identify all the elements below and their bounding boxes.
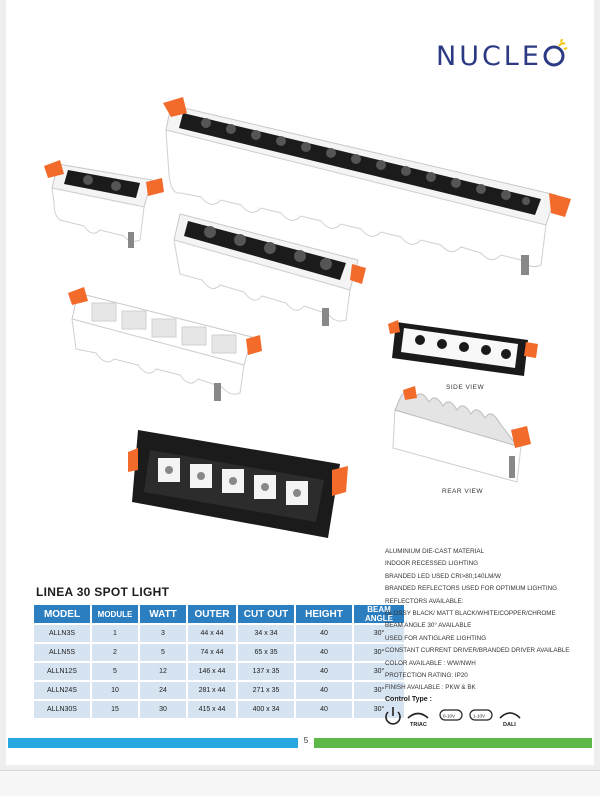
cell-module: 15 — [92, 701, 138, 718]
header-watt: WATT — [140, 605, 186, 623]
cell-outer: 44 x 44 — [188, 625, 236, 642]
cell-module: 2 — [92, 644, 138, 661]
header-beam-line1: BEAM — [367, 605, 391, 614]
feature-list — [385, 546, 570, 695]
control-type-title: Control Type : — [385, 696, 432, 703]
cell-cut-out: 271 x 35 — [238, 682, 294, 699]
feature-item: PROTECTION RATING: IP20 — [385, 672, 468, 680]
cell-height: 40 — [296, 663, 352, 680]
table-row — [34, 701, 404, 718]
rear-view-label: REAR VIEW — [442, 488, 483, 495]
cell-model: ALLN3S — [34, 625, 90, 642]
header-outer: OUTER — [188, 605, 236, 623]
cell-cut-out: 400 x 34 — [238, 701, 294, 718]
table-row — [34, 644, 404, 661]
feature-item: ALUMINIUM DIE-CAST MATERIAL — [385, 548, 485, 555]
table-row — [34, 625, 404, 642]
cell-cut-out: 65 x 35 — [238, 644, 294, 661]
cell-outer: 146 x 44 — [188, 663, 236, 680]
triac-label: TRIAC — [410, 722, 427, 728]
dimmer-1-10v-label: 1-10V — [473, 713, 486, 719]
cell-cut-out: 137 x 35 — [238, 663, 294, 680]
product-title: LINEA 30 SPOT LIGHT — [36, 585, 170, 599]
fixture-5-module-black-image — [128, 426, 350, 544]
feature-item: BRANDED REFLECTORS USED FOR OPTIMUM LIGHTING — [385, 585, 558, 593]
cell-model: ALLN30S — [34, 701, 90, 718]
cell-watt: 24 — [140, 682, 186, 699]
control-type-icons — [384, 706, 534, 728]
header-model: MODEL — [34, 605, 90, 623]
cell-module: 1 — [92, 625, 138, 642]
cell-beam: 30° — [354, 625, 404, 642]
table-row — [34, 682, 404, 699]
cell-cut-out: 34 x 34 — [238, 625, 294, 642]
rear-view-image — [391, 386, 536, 488]
cell-height: 40 — [296, 701, 352, 718]
catalog-page — [6, 0, 594, 765]
cell-beam: 30° — [354, 663, 404, 680]
triac-icon — [408, 714, 428, 729]
table-row — [34, 663, 404, 680]
fixture-5-module-trim-image — [66, 283, 266, 405]
feature-item: USED FOR ANTIGLARE LIGHTING — [385, 634, 487, 642]
logo-text: NUCLE — [436, 40, 542, 72]
brand-logo — [436, 36, 568, 76]
cell-model: ALLN5S — [34, 644, 90, 661]
cell-watt: 30 — [140, 701, 186, 718]
cell-beam: 30° — [354, 701, 404, 718]
feature-item: GLOSSY BLACK/ MATT BLACK/WHITE/COPPER/CHROME — [385, 610, 556, 618]
cell-outer: 74 x 44 — [188, 644, 236, 661]
cell-module: 10 — [92, 682, 138, 699]
footer-bar-blue — [8, 738, 298, 748]
cell-outer: 281 x 44 — [188, 682, 236, 699]
cell-outer: 415 x 44 — [188, 701, 236, 718]
dimmer-0-10v-icon — [440, 710, 462, 720]
side-view-label: SIDE VIEW — [446, 384, 485, 391]
page-number: 5 — [303, 736, 309, 745]
cell-beam: 30° — [354, 644, 404, 661]
feature-item: COLOR AVAILABLE : WW/NWH — [385, 659, 476, 667]
dimmer-1-10v-icon — [470, 710, 492, 720]
spec-table — [32, 603, 406, 720]
side-view-image — [388, 314, 538, 384]
feature-item: BRANDED LED USED CRI>80;140LM/W — [385, 572, 502, 580]
cell-model: ALLN24S — [34, 682, 90, 699]
cell-height: 40 — [296, 625, 352, 642]
feature-item: FINISH AVAILABLE : PKW & BK — [385, 684, 476, 692]
cell-height: 40 — [296, 682, 352, 699]
spec-table-header-row — [34, 605, 404, 623]
header-beam-line2: ANGLE — [365, 614, 393, 623]
dali-label: DALI — [503, 722, 516, 728]
feature-item: CONSTANT CURRENT DRIVER/BRANDED DRIVER AVAILABLE — [385, 647, 570, 655]
cell-height: 40 — [296, 644, 352, 661]
next-page-edge — [0, 770, 600, 796]
cell-watt: 12 — [140, 663, 186, 680]
header-module: MODULE — [92, 605, 138, 623]
bulb-o-icon — [542, 39, 568, 73]
feature-item: BEAM ANGLE 30° AVAILABLE — [385, 622, 472, 630]
cell-watt: 5 — [140, 644, 186, 661]
dali-icon — [500, 713, 520, 728]
feature-item: REFLECTORS AVAILABLE: — [385, 597, 464, 605]
cell-beam: 30° — [354, 682, 404, 699]
dimmer-0-10v-label: 0-10V — [443, 713, 456, 719]
header-height: HEIGHT — [296, 605, 352, 623]
header-cut-out: CUT OUT — [238, 605, 294, 623]
cell-model: ALLN12S — [34, 663, 90, 680]
power-icon — [386, 707, 400, 724]
cell-module: 5 — [92, 663, 138, 680]
footer-bar-green — [314, 738, 592, 748]
fixture-1-module-image — [40, 152, 170, 252]
feature-item: INDOOR RECESSED LIGHTING — [385, 560, 479, 568]
cell-watt: 3 — [140, 625, 186, 642]
